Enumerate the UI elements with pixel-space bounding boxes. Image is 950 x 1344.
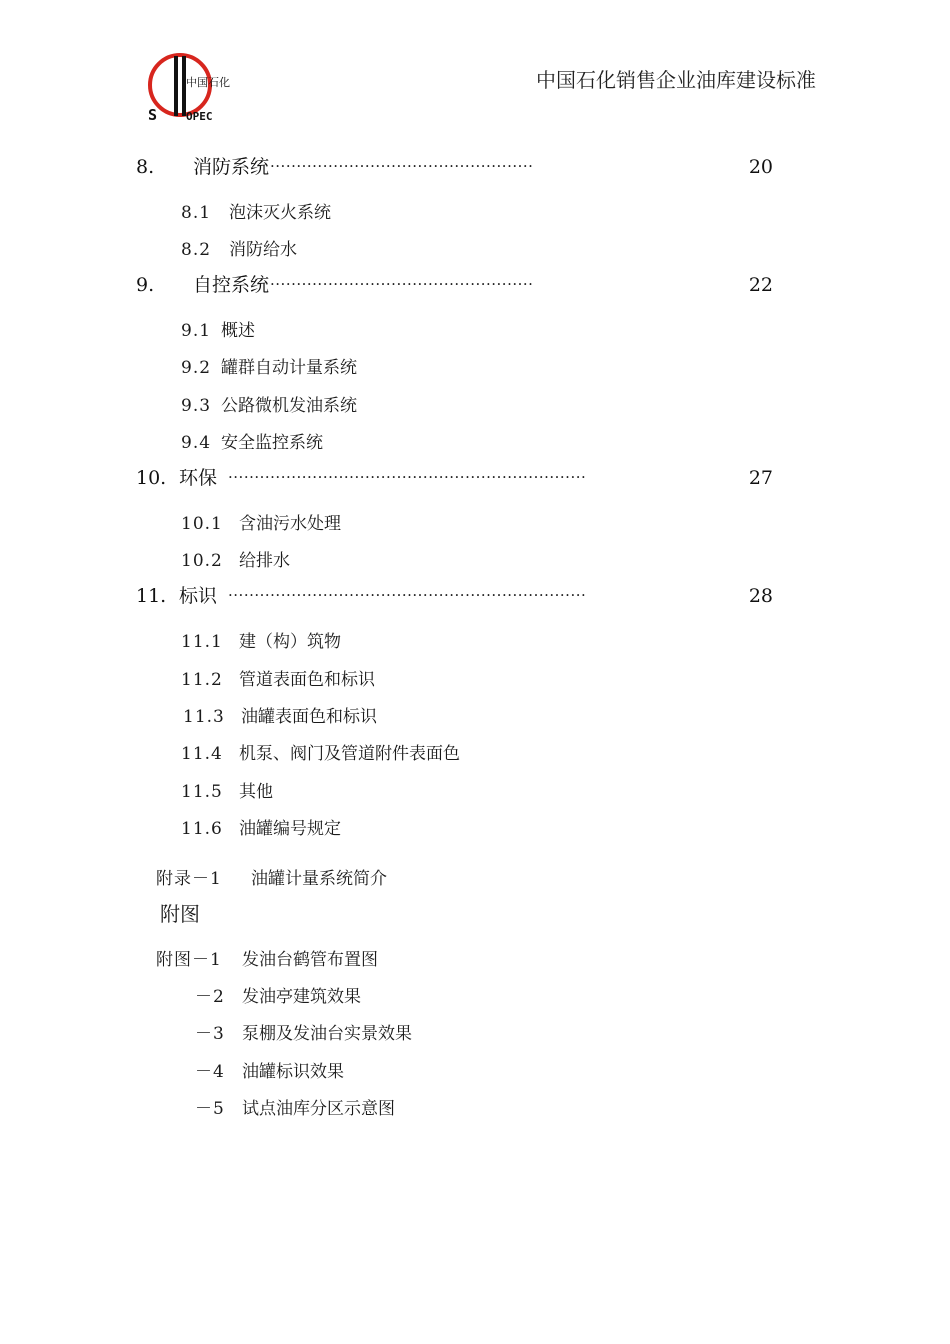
toc-number: 10. [136, 467, 167, 489]
toc-entry-9-1[interactable] [181, 316, 255, 341]
toc-title: 油罐编号规定 [239, 819, 341, 839]
toc-number: 11.1 [181, 632, 223, 652]
sinopec-logo [146, 52, 230, 124]
document-title: 中国石化销售企业油库建设标准 [536, 68, 816, 92]
toc-number: 11.4 [181, 744, 223, 764]
appendix-number: 附录－1 [156, 869, 222, 889]
toc-number: 8.2 [181, 240, 212, 260]
toc-entry-11-6[interactable] [181, 814, 341, 839]
toc-page: 22 [748, 274, 773, 296]
svg-text:OPEC: OPEC [186, 110, 213, 123]
toc-leader: ···································································· [228, 468, 587, 486]
toc-number: 8. [136, 156, 155, 178]
figure-number: －2 [195, 987, 225, 1007]
toc-entry-10-2[interactable] [181, 546, 290, 571]
toc-title: 其他 [239, 782, 273, 802]
toc-number: 11.2 [181, 670, 223, 690]
toc-page: 27 [748, 467, 773, 489]
toc-number: 10.1 [181, 514, 223, 534]
toc-title: 管道表面色和标识 [239, 670, 375, 690]
figure-title: 发油亭建筑效果 [242, 987, 361, 1007]
toc-entry-11-3[interactable] [183, 702, 377, 727]
appendix-entry-1[interactable] [156, 864, 387, 889]
toc-number: 8.1 [181, 203, 212, 223]
toc-page: 28 [748, 585, 773, 607]
figure-number: －3 [195, 1024, 225, 1044]
figure-title: 发油台鹤管布置图 [242, 950, 378, 970]
figure-title: 油罐标识效果 [242, 1062, 344, 1082]
toc-entry-8-2[interactable] [181, 235, 297, 260]
toc-entry-11-5[interactable] [181, 777, 273, 802]
toc-title: 机泵、阀门及管道附件表面色 [239, 744, 460, 764]
toc-title: 自控系统 [193, 274, 270, 296]
toc-number: 9.3 [181, 396, 212, 416]
toc-title: 泡沫灭火系统 [229, 203, 331, 223]
toc-title: 罐群自动计量系统 [221, 358, 357, 378]
toc-number: 9.4 [181, 433, 212, 453]
toc-number: 9.2 [181, 358, 212, 378]
toc-title: 标识 [179, 585, 218, 607]
toc-number: 11.6 [181, 819, 223, 839]
toc-entry-9[interactable] [136, 270, 773, 298]
toc-number: 10.2 [181, 551, 223, 571]
toc-entry-11-4[interactable] [181, 739, 460, 764]
toc-number: 11.3 [183, 707, 225, 727]
toc-entry-11[interactable] [136, 581, 773, 609]
toc-entry-9-3[interactable] [181, 391, 357, 416]
figure-entry-5[interactable] [195, 1094, 395, 1119]
toc-entry-10-1[interactable] [181, 509, 341, 534]
toc-entry-11-2[interactable] [181, 665, 375, 690]
figure-entry-1[interactable] [156, 945, 378, 970]
figure-number: －5 [195, 1099, 225, 1119]
toc-entry-10[interactable] [136, 463, 773, 491]
figure-entry-3[interactable] [195, 1019, 412, 1044]
toc-title: 给排水 [239, 551, 290, 571]
toc-title: 安全监控系统 [221, 433, 323, 453]
toc-leader: ···································································· [228, 586, 587, 604]
figure-entry-2[interactable] [195, 982, 361, 1007]
toc-number: 9. [136, 274, 155, 296]
figure-title: 泵棚及发油台实景效果 [242, 1024, 412, 1044]
toc-entry-8[interactable] [136, 152, 773, 180]
toc-title: 环保 [179, 467, 218, 489]
toc-number: 9.1 [181, 321, 212, 341]
figures-heading: 附图 [160, 902, 200, 926]
toc-number: 11.5 [181, 782, 223, 802]
toc-title: 含油污水处理 [239, 514, 341, 534]
figure-entry-4[interactable] [195, 1057, 344, 1082]
toc-title: 消防系统 [193, 156, 270, 178]
toc-title: 概述 [221, 321, 255, 341]
toc-title: 油罐表面色和标识 [241, 707, 377, 727]
toc-title: 消防给水 [229, 240, 297, 260]
appendix-title: 油罐计量系统简介 [251, 869, 387, 889]
toc-number: 11. [136, 585, 167, 607]
toc-title: 公路微机发油系统 [221, 396, 357, 416]
svg-text:S: S [148, 106, 158, 124]
toc-title: 建（构）筑物 [239, 632, 341, 652]
toc-entry-9-4[interactable] [181, 428, 323, 453]
svg-text:中国石化: 中国石化 [186, 76, 230, 89]
toc-entry-8-1[interactable] [181, 198, 331, 223]
toc-leader: ·················································· [270, 157, 534, 175]
toc-leader: ·················································· [270, 275, 534, 293]
figure-number: －4 [195, 1062, 225, 1082]
figure-number: 附图－1 [156, 950, 222, 970]
figure-title: 试点油库分区示意图 [242, 1099, 395, 1119]
toc-page: 20 [748, 156, 773, 178]
toc-entry-9-2[interactable] [181, 353, 357, 378]
toc-entry-11-1[interactable] [181, 627, 341, 652]
